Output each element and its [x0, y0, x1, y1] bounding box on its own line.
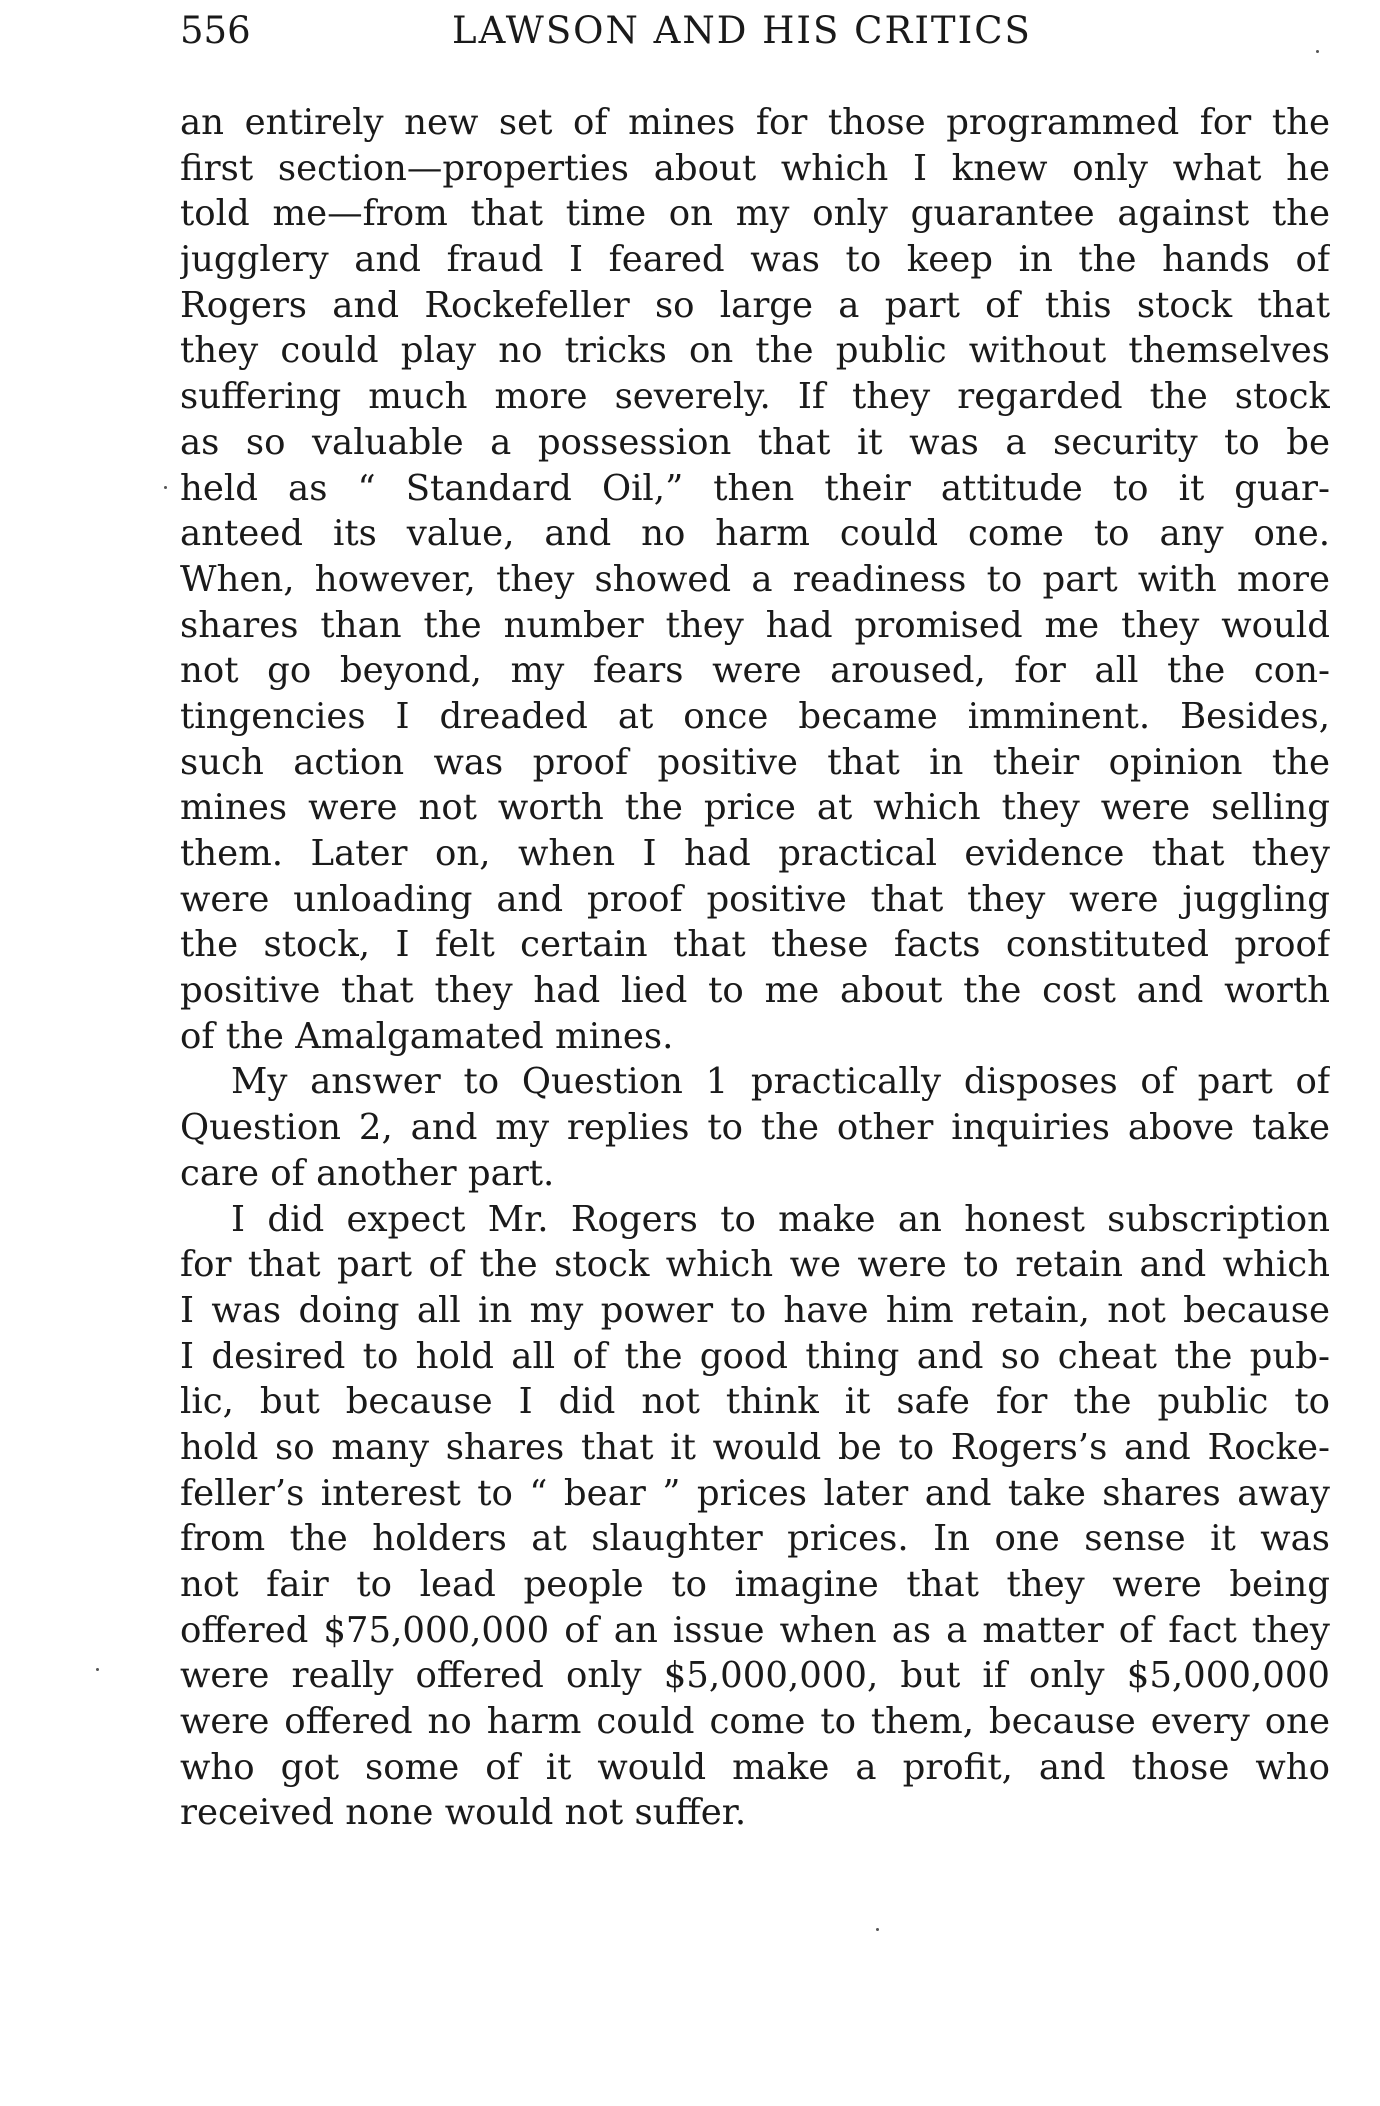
text-line: an entirely new set of mines for those programmed for the [180, 102, 1330, 143]
text-line: positive that they had lied to me about the cost and worth [180, 970, 1330, 1012]
text-line: Question 2, and my replies to the other inquiries above take [180, 1107, 1330, 1149]
running-head [180, 6, 1340, 56]
scan-speck [876, 1928, 879, 1931]
text-line: I desired to hold all of the good thing and so cheat the pub- [180, 1335, 1330, 1377]
text-line: When, however, they showed a readiness to part with more [180, 558, 1330, 600]
scan-speck [96, 1668, 99, 1671]
text-line: held as “ Standard Oil,” then their attitude to it guar- [180, 467, 1330, 509]
text-line: Rogers and Rockefeller so large a part of this stock that [180, 284, 1330, 326]
running-title: LAWSON AND HIS CRITICS [452, 9, 1032, 52]
text-line: received none would not suffer. [180, 1792, 747, 1834]
text-line: lic, but because I did not think it safe for the public to [180, 1381, 1330, 1423]
text-line: jugglery and fraud I feared was to keep in the hands of [180, 239, 1330, 281]
text-line: for that part of the stock which we were to retain and which [180, 1244, 1330, 1286]
text-line: the stock, I felt certain that these facts constituted proof [180, 924, 1330, 966]
text-line: not go beyond, my fears were aroused, for all the con- [180, 650, 1330, 692]
text-line: offered $75,000,000 of an issue when as a matter of fact they [180, 1609, 1330, 1651]
text-line: tingencies I dreaded at once became imminent. Besides, [180, 695, 1330, 737]
text-line: they could play no tricks on the public without themselves [180, 330, 1330, 372]
scan-speck [1316, 50, 1319, 53]
text-line: were unloading and proof positive that they were juggling [180, 878, 1330, 920]
text-line: who got some of it would make a profit, and those who [180, 1746, 1330, 1788]
text-line: as so valuable a possession that it was a security to be [180, 421, 1330, 463]
text-line: them. Later on, when I had practical evidence that they [180, 833, 1330, 874]
text-line: were offered no harm could come to them, because every one [180, 1701, 1330, 1743]
text-line: from the holders at slaughter prices. In one sense it was [180, 1518, 1330, 1560]
page-number: 556 [180, 9, 251, 52]
text-line: hold so many shares that it would be to Rogers’s and Rocke- [180, 1426, 1330, 1468]
text-line: I did expect Mr. Rogers to make an honest subscription [231, 1198, 1330, 1240]
text-line: first section—properties about which I knew only what he [180, 147, 1330, 189]
text-line: suffering much more severely. If they regarded the stock [180, 376, 1330, 418]
text-line: anteed its value, and no harm could come to any one. [180, 513, 1330, 555]
text-line: of the Amalgamated mines. [180, 1015, 674, 1057]
text-line: such action was proof positive that in their opinion the [180, 741, 1330, 783]
paragraph-3 [180, 1197, 1330, 1837]
text-line: shares than the number they had promised me they would [180, 604, 1330, 646]
paragraph-1 [180, 100, 1330, 1059]
text-line: feller’s interest to “ bear ” prices later and take shares away [180, 1472, 1330, 1514]
text-line: told me—from that time on my only guarantee against the [180, 193, 1330, 235]
scan-speck [164, 486, 167, 489]
text-line: mines were not worth the price at which they were selling [180, 787, 1330, 829]
body-text [180, 100, 1330, 1836]
text-line: not fair to lead people to imagine that they were being [180, 1564, 1330, 1605]
text-line: I was doing all in my power to have him retain, not because [180, 1289, 1330, 1331]
text-line: care of another part. [180, 1152, 555, 1194]
text-line: were really offered only $5,000,000, but if only $5,000,000 [180, 1655, 1330, 1697]
text-line: My answer to Question 1 practically disposes of part of [231, 1061, 1330, 1103]
paragraph-2 [180, 1059, 1330, 1196]
